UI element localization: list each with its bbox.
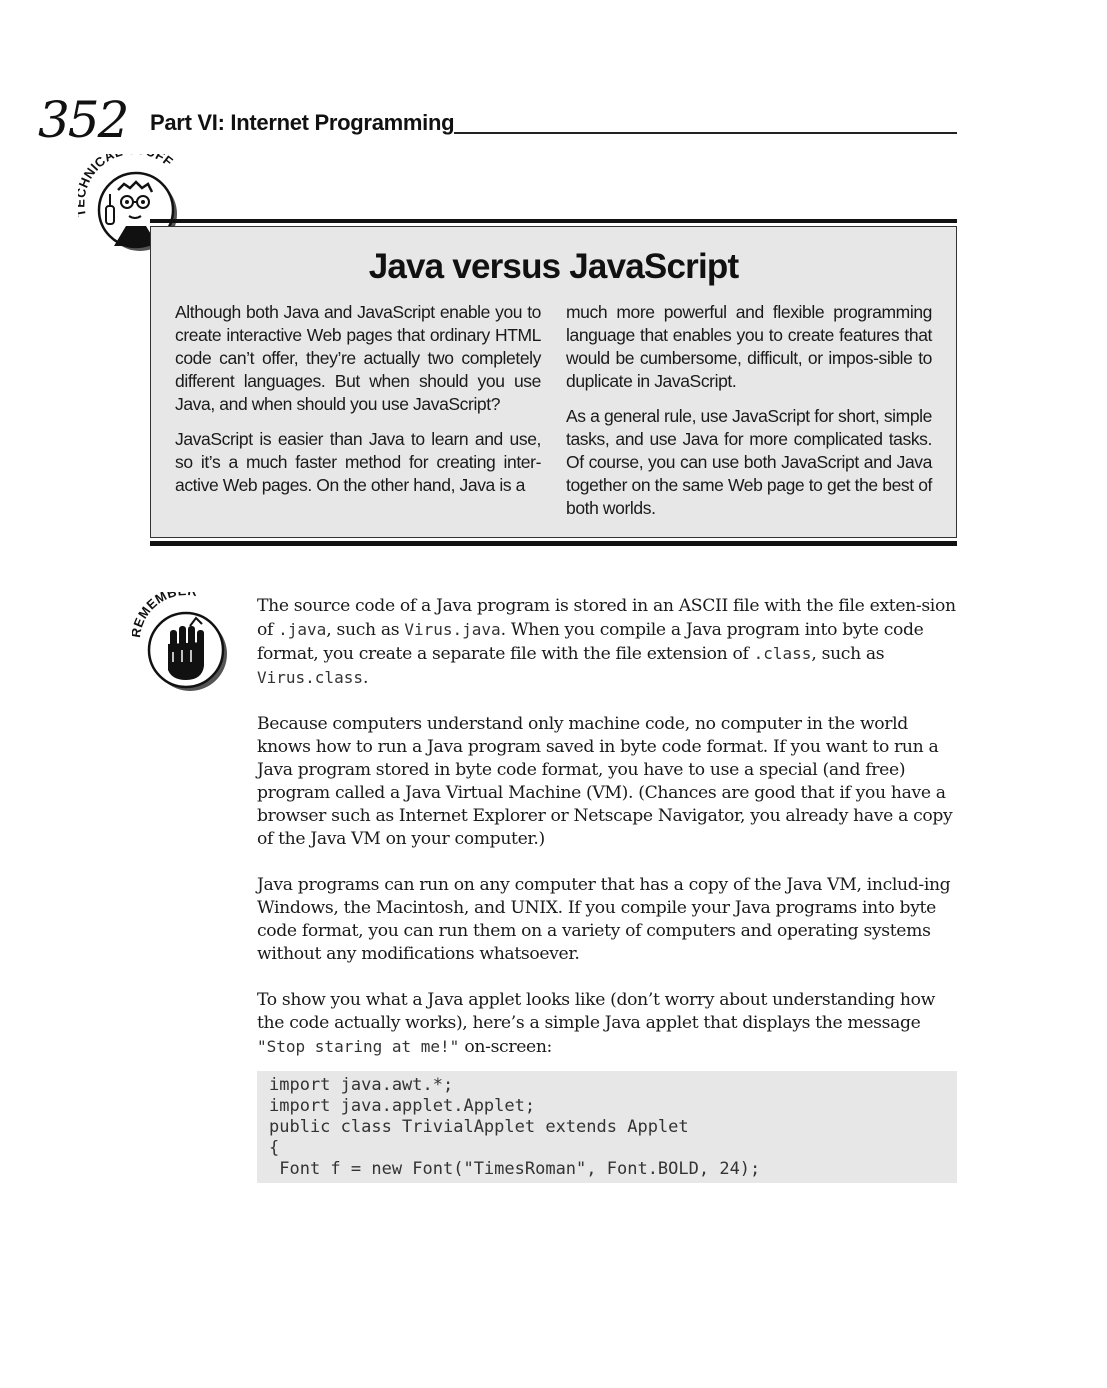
sidebar-bottom-rule	[150, 541, 957, 546]
body-paragraph-portability: Java programs can run on any computer that has a copy of the Java VM, includ-ing Windows, the Macintosh, and UNIX. If you compile your Java programs into byte code format, you can run them on a variety of computers and operating systems without any modifications whatsoever.	[257, 875, 951, 964]
code-line: public class TrivialApplet extends Applet	[269, 1117, 689, 1137]
remember-icon	[132, 592, 240, 696]
inline-code: "Stop staring at me!"	[257, 1037, 460, 1056]
sidebar-paragraph: As a general rule, use JavaScript for short, simple tasks, and use Java for more complicated tasks. Of course, you can use both JavaScript and Java together on the same Web page to get the best of both worlds.	[566, 406, 932, 518]
body-paragraph-machine-code: Because computers understand only machine code, no computer in the world knows how to run a Java program saved in byte code format. If you want to run a Java program stored in byte code format, you have to use a special (and free) program called a Java Virtual Machine (VM). (Chances are good that if you have a browser such as Internet Explorer or Netscape Navigator, you already have a copy of the Java VM on your computer.)	[257, 714, 953, 849]
running-header-title: Part VI: Internet Programming	[150, 110, 455, 135]
sidebar-paragraph: Although both Java and JavaScript enable you to create interactive Web pages that ordinary HTML code can’t offer, they’re actually two completely different languages. But when should you use Java, and when should you use JavaScript?	[175, 302, 541, 414]
remember-label: EMEMB	[132, 592, 179, 630]
inline-code: Virus.java	[404, 620, 501, 639]
body-text	[257, 595, 957, 1082]
body-paragraph-applet-intro: To show you what a Java applet looks like (don’t worry about understanding how the code actually works), here’s a simple Java applet that displays the message "Stop staring at me!" on-screen:	[257, 990, 935, 1057]
code-line: import java.awt.*;	[269, 1075, 454, 1095]
sidebar-paragraph: much more powerful and flexible programming language that enables you to create features that would be cumbersome, difficult, or impos-sible to duplicate in JavaScript.	[566, 302, 932, 391]
header-rule	[454, 132, 957, 134]
body-paragraph-source-code: The source code of a Java program is stored in an ASCII file with the file exten-sion of .java, such as Virus.java. When you compile a Java program into byte code format, you create a separate file with the file extension of .class, such as Virus.class.	[257, 596, 956, 688]
page-number: 352	[38, 91, 128, 149]
code-line: import java.applet.Applet;	[269, 1096, 536, 1116]
sidebar-right-column	[566, 301, 932, 532]
technical-stuff-label: NICA FF	[80, 154, 177, 182]
code-line: Font f = new Font("TimesRoman", Font.BOLD, 24);	[269, 1159, 761, 1179]
inline-code: .class	[753, 644, 812, 663]
sidebar-paragraph: JavaScript is easier than Java to learn and use, so it’s a much faster method for creating inter-active Web pages. On the other hand, Java is a	[175, 429, 541, 495]
sidebar-title: Java versus JavaScript	[368, 247, 739, 286]
sidebar-top-rule	[150, 219, 957, 223]
inline-code: Virus.class	[257, 668, 363, 687]
sidebar-left-column	[175, 301, 541, 509]
inline-code: .java	[278, 620, 327, 639]
code-line: {	[269, 1138, 280, 1158]
code-listing	[257, 1071, 957, 1183]
